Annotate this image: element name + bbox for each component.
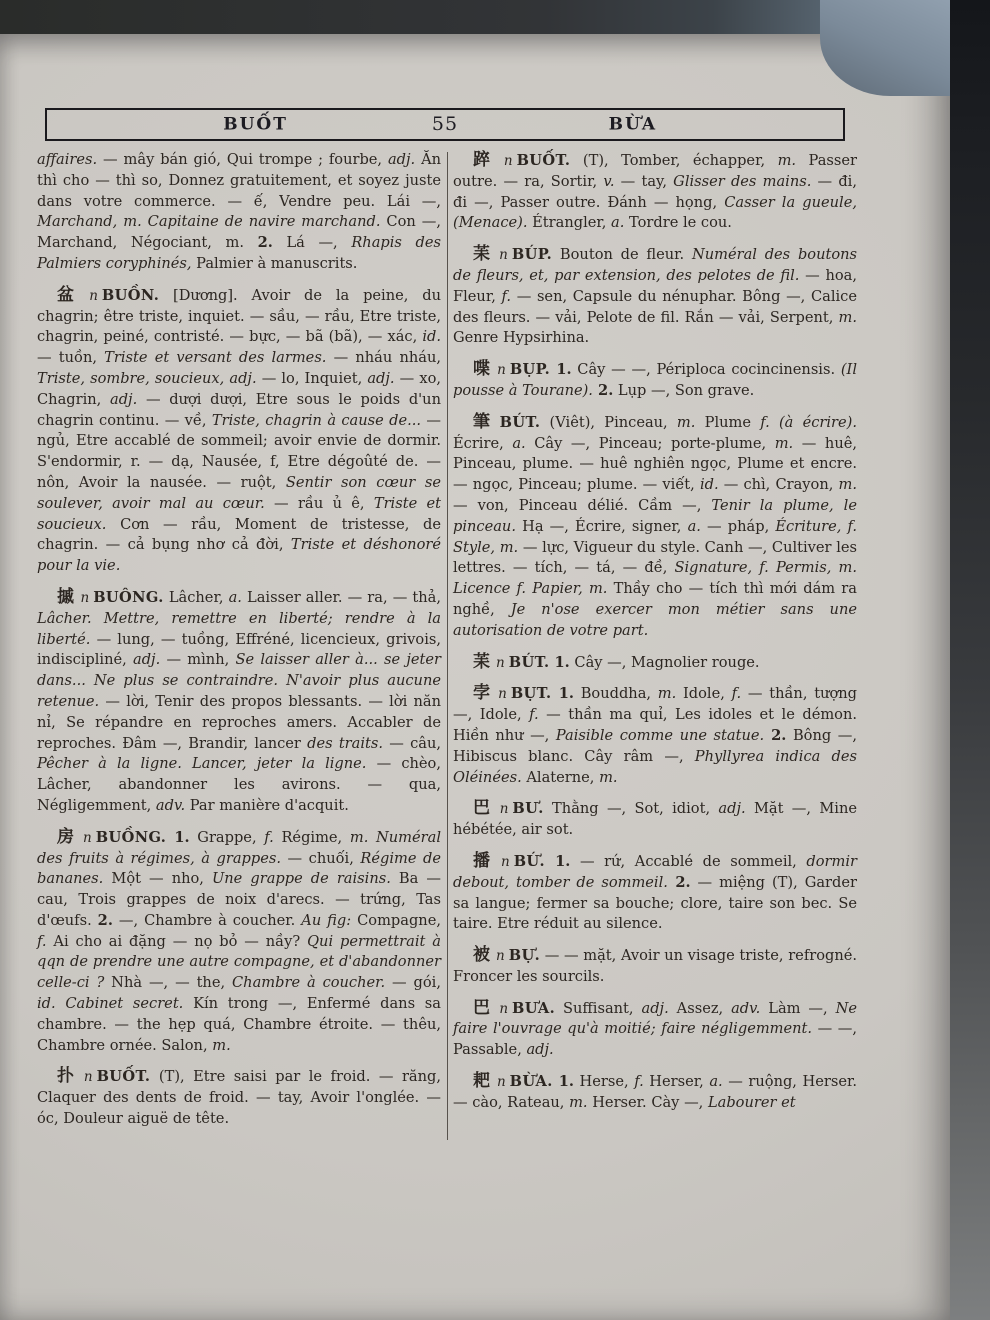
entry-text-segment: Paisible comme une statue. [555, 726, 765, 744]
entry-text-segment: — chì, Crayon, [718, 476, 839, 494]
nom-marker: n [80, 589, 90, 606]
han-character: 播 [473, 850, 495, 871]
entry-text-segment: Chambre à coucher. [232, 974, 386, 992]
nom-marker: n [499, 801, 509, 818]
entry-text-segment: m. [838, 308, 857, 326]
dictionary-entry [453, 244, 857, 349]
entry-text-segment: — ngủ, Etre accablé de sommeil; avoir envie de dormir. S'endormir, r. — dạ, Nausée, f, Etre dégoûté de. — nôn, Avoir la nausée. — ruột, [37, 411, 442, 491]
entry-text-segment: Pêcher à la ligne. Lancer, jeter la ligne. [37, 755, 367, 773]
entry-text-segment: Qui permettrait à qqn de prendre une autre compagne, et d'abandonner celle-ci ? [37, 932, 441, 992]
header-page-number: 55 [431, 112, 459, 135]
entry-text-segment: — lo, Inquiet, [256, 369, 368, 387]
entry-text-segment: Une grappe de raisins. [211, 870, 391, 888]
han-character: 苿 [473, 244, 494, 265]
entry-text-segment: m. [777, 152, 797, 169]
entry-text-segment: — sen, Capsule du nénuphar. Bông —, Calice des fleurs. — vải, Pelote de fil. Rắn — vải, Serpent, [453, 287, 857, 326]
entry-text-segment: Laisser aller. — ra, — thả, [241, 588, 442, 606]
entry-text-segment: Mặt —, Mine hébétée, air sot. [453, 800, 857, 839]
entry-text-segment: adj. [367, 369, 395, 387]
han-character: 盆 [57, 284, 84, 305]
han-character: 喋 [473, 359, 492, 380]
entry-text-segment: 1. [550, 361, 572, 379]
entry-text-segment: f. [731, 685, 742, 703]
entry-text-segment: (Viêt), Pinceau, [540, 413, 677, 431]
entry-text-segment: — —, Passable, [453, 1020, 858, 1059]
entry-text-segment: Glisser des mains. [673, 172, 812, 190]
han-character: 巴 [473, 997, 494, 1018]
entry-text-segment: Alaterne, [521, 768, 600, 786]
entry-text-segment: (T), Tomber, échapper, [570, 152, 778, 169]
han-character: 筆 [473, 411, 495, 432]
entry-text-segment: Casser la gueule, (Menace). [453, 193, 857, 232]
dictionary-entry [453, 652, 857, 674]
han-character: 扑 [57, 1066, 78, 1087]
dictionary-entry [453, 359, 857, 402]
headword: BÚP. [511, 246, 553, 264]
entry-text-segment: 2. [764, 726, 787, 744]
entry-text-segment: Marchand, m. Capitaine de navire marchand. [37, 213, 381, 231]
nom-marker: n [83, 829, 92, 846]
headword: BƯA. [512, 999, 556, 1017]
han-character: 孛 [473, 683, 493, 704]
headword: BỰ. [508, 947, 541, 965]
headword: BUỒN. [101, 286, 160, 304]
dictionary-text-block [37, 150, 857, 1140]
entry-text-segment: adj. [526, 1041, 554, 1059]
entry-text-segment: — pháp, [700, 517, 776, 535]
entry-text-segment: Rhapis des Palmiers coryphinés, [37, 234, 441, 272]
entry-text-segment: — mây bán gió, Qui trompe ; fourbe, [103, 151, 388, 168]
entry-text-segment: — mình, [160, 651, 236, 669]
nom-marker: n [497, 362, 506, 379]
han-character: 耙 [473, 1071, 491, 1092]
entry-text-segment: — chuối, [281, 849, 361, 867]
entry-text-segment: 1. [545, 852, 571, 870]
entry-text-segment: Régime de bananes. [37, 849, 442, 888]
column-divider-rule [447, 152, 448, 1140]
entry-text-segment: m. [569, 1093, 588, 1111]
headword: BỤT. [510, 685, 552, 703]
entry-text-segment: Nhà —, — the, [104, 974, 233, 992]
entry-text-segment: f. [529, 706, 539, 724]
entry-text-segment: — huê, Pinceau, plume. — huê nghiên ngọc, Plume et encre. — ngọc, Pinceau; plume. — viết, [453, 434, 857, 494]
entry-text-segment: 2. [97, 911, 113, 929]
page-header-box [45, 108, 845, 141]
entry-text-segment: Sentir son cœur se soulever, avoir mal au cœur. [37, 473, 441, 512]
entry-text-segment: Compagne, [351, 911, 441, 929]
entry-text-segment: Assez, [668, 999, 732, 1017]
entry-text-segment: Phyllyrea indica des Oléinées. [453, 747, 857, 786]
nom-marker: n [498, 686, 507, 703]
entry-text-segment: Herser. Cày —, [587, 1093, 708, 1111]
entry-text-segment: adj. [110, 390, 138, 408]
entry-text-segment: Lụp —, Son grave. [613, 381, 755, 399]
entry-text-segment: Triste, chagrin à cause de... [211, 411, 422, 429]
entry-text-segment: f. [634, 1073, 644, 1091]
entry-text-segment: Lá —, [272, 234, 352, 252]
han-character: 巴 [473, 798, 494, 819]
entry-text-segment: Palmier à manuscrits. [196, 254, 358, 272]
entry-text-segment: Signature, f. Permis, m. Licence f. Papier, m. [453, 559, 857, 598]
entry-text-segment: — thần, tượng —, Idole, [453, 685, 857, 724]
entry-text-segment: — lung, — tuồng, Effréné, licencieux, grivois, indiscipliné, [37, 630, 441, 669]
dictionary-entry [453, 150, 857, 234]
entry-text-segment: m. [212, 1036, 231, 1054]
han-character: 踤 [473, 150, 498, 170]
nom-marker: n [500, 853, 510, 870]
entry-text-segment: Cây —, Pinceau; porte-plume, [525, 434, 775, 452]
entry-text-segment: — câu, [383, 734, 441, 752]
entry-text-segment: f. (à écrire). [760, 413, 858, 431]
entry-text-segment: Plume [695, 413, 761, 431]
entry-text-segment: m. [838, 476, 857, 494]
entry-text-segment: Se laisser aller à... se jeter dans... Ne plus se contraindre. N'avoir plus aucune retenue. [37, 651, 441, 710]
entry-text-segment: Passer outre. — ra, Sortir, [453, 152, 858, 190]
entry-text-segment: m. [657, 685, 677, 703]
han-character: 房 [57, 826, 78, 847]
entry-text-segment: 2. [257, 234, 273, 252]
entry-text-segment: — thần ma quỉ, Les idoles et le démon. Hiền như —, [453, 706, 857, 744]
entry-text-segment: a. [512, 434, 526, 452]
entry-text-segment: adv. [731, 999, 761, 1017]
entry-text-segment: v. [603, 172, 615, 190]
headword: BUỒNG. [95, 828, 167, 846]
headword: BUỐT. [96, 1068, 151, 1086]
entry-text-segment: Kín trong —, Enfermé dans sa chambre. — the hẹp quá, Chambre étroite. — thêu, Chambre ornée. Salon, [37, 995, 441, 1054]
entry-text-segment: Làm —, [760, 999, 836, 1017]
nom-marker: n [496, 1074, 506, 1091]
entry-text-segment: Herser, [643, 1073, 710, 1091]
entry-text-segment: Triste et déshonoré pour la vie. [37, 536, 441, 575]
entry-text-segment: 1. [552, 1073, 574, 1091]
entry-text-segment: Con —, Marchand, Négociant, m. [37, 213, 441, 252]
entry-text-segment: Écrire, [453, 434, 513, 452]
entry-text-segment: — rầu ủ ê, [264, 494, 374, 512]
entry-text-segment: 1. [549, 653, 570, 671]
entry-text-segment: adj. [718, 800, 746, 818]
entry-text-segment: Grappe, [189, 828, 265, 846]
entry-text-segment: id. [699, 476, 719, 494]
right-column [453, 150, 857, 1140]
entry-text-segment: Thằng —, Sot, idiot, [543, 800, 719, 818]
entry-text-segment: Tordre le cou. [624, 214, 732, 232]
dictionary-entry [37, 285, 441, 577]
entry-text-segment: adj. [387, 151, 416, 168]
header-right-guideword: BỪA [608, 114, 658, 135]
entry-text-segment: Triste et soucieux. [37, 494, 442, 533]
entry-text-segment: Hạ —, Écrire, signer, [515, 517, 688, 535]
entry-text-segment: Régime, [273, 828, 350, 846]
entry-text-segment: affaires. [37, 151, 104, 168]
entry-text-segment: dormir debout, tomber de sommeil. [453, 852, 857, 891]
headword: BÚT. [499, 413, 541, 431]
nom-marker: n [499, 1000, 509, 1017]
entry-text-segment: Numéral des boutons de fleurs, et, par extension, des pelotes de fil. [453, 246, 858, 284]
dictionary-entry [453, 1071, 857, 1114]
entry-text-segment: id. [422, 328, 441, 346]
entry-text-segment: des traits. [307, 734, 384, 752]
header-left-guideword: BUỐT [223, 114, 288, 135]
entry-text-segment: Écriture, f. Style, m. [453, 517, 858, 556]
entry-text-segment: a. [228, 588, 242, 606]
entry-text-segment: Một — nho, [103, 870, 212, 888]
dictionary-entry [453, 945, 857, 988]
entry-text-segment: Ne faire l'ouvrage qu'à moitié; faire négligemment. [453, 999, 858, 1038]
nom-marker: n [496, 948, 505, 965]
dictionary-entry [37, 587, 441, 817]
entry-text-segment: Bouddha, [573, 685, 658, 703]
entry-text-segment: — ruộng, Herser. — cào, Rateau, [453, 1073, 857, 1111]
nom-marker: n [83, 1069, 93, 1086]
entry-text-segment: Au fig: [301, 911, 352, 929]
headword: BUÔNG. [93, 588, 164, 606]
entry-text-segment: a. [611, 214, 625, 232]
headword: BỤP. [509, 361, 551, 379]
entry-text-segment: Triste et versant des larmes. [104, 349, 327, 367]
entry-text-segment: f. [37, 932, 47, 950]
entry-text-segment: — von, Pinceau délié. Cầm —, [453, 496, 712, 514]
han-character: 摵 [57, 586, 75, 607]
entry-text-segment: Genre Hypsirhina. [453, 329, 590, 347]
entry-text-segment: — chèo, Lâcher, abandonner les avirons. — qua, Négligemment, [37, 755, 441, 814]
entry-text-segment: adj. [133, 651, 161, 669]
entry-text-segment: Cây — —, Périploca cocincinensis. [571, 361, 841, 379]
entry-text-segment: Herse, [573, 1073, 635, 1091]
entry-text-segment: — — mặt, Avoir un visage triste, refrogné. Froncer les sourcils. [453, 947, 858, 985]
entry-text-segment: 2. [667, 873, 691, 891]
han-character: 被 [473, 945, 491, 966]
entry-text-segment: m. [599, 768, 618, 786]
entry-text-segment: Bouton de fleur. [552, 246, 692, 264]
entry-text-segment: m. [774, 434, 794, 452]
dictionary-entry [37, 150, 441, 275]
dictionary-entry [453, 412, 857, 642]
dictionary-entry [453, 851, 857, 935]
entry-text-segment: 1. [166, 828, 190, 846]
left-column [37, 150, 441, 1140]
nom-marker: n [503, 153, 513, 169]
entry-text-segment: — tuồn, [37, 349, 105, 367]
dictionary-entry [453, 798, 857, 841]
entry-text-segment: Lâcher, [163, 588, 229, 606]
entry-text-segment: Suffisant, [555, 999, 642, 1017]
entry-text-segment: a. [687, 517, 701, 535]
entry-text-segment: (T), Etre saisi par le froid. — răng, Claquer des dents de froid. — tay, Avoir l'onglée. — óc, Douleur aiguë de tête. [37, 1068, 441, 1128]
entry-text-segment: a. [709, 1073, 723, 1091]
headword: BUỐT. [516, 152, 571, 169]
entry-text-segment: 1. [551, 685, 574, 703]
entry-text-segment: — hoa, Fleur, [453, 266, 857, 305]
entry-text-segment: — đi, đi —, Passer outre. Đánh — họng, [453, 172, 857, 211]
entry-text-segment: f. [501, 287, 512, 305]
entry-text-segment: — miệng (T), Garder sa langue; fermer sa bouche; clore, taire son bec. Se taire. Etre réduit au silence. [453, 873, 857, 933]
entry-text-segment: adv. [155, 796, 186, 814]
entry-text-segment: [Dương]. Avoir de la peine, du chagrin; être triste, inquiet. — sầu, — rầu, Etre triste, chagrin, peiné, contristé. — bực, — bã (bã), — xác, [37, 286, 441, 346]
entry-text-segment: Cây —, Magnolier rouge. [569, 653, 760, 671]
dictionary-entry [453, 683, 857, 788]
entry-text-segment: — lực, Vigueur du style. Canh —, Cultiver les lettres. — tích, — tá, — đề, [453, 538, 857, 577]
entry-text-segment: Étrangler, [527, 214, 612, 232]
nom-marker: n [499, 247, 508, 264]
book-page [0, 32, 952, 1320]
entry-text-segment: —, Chambre à coucher. [112, 911, 302, 929]
headword: BỨ. [513, 852, 546, 870]
dictionary-entry [37, 1066, 441, 1129]
entry-text-segment: Idole, [676, 685, 732, 703]
entry-text-segment: — tay, [614, 172, 674, 190]
entry-text-segment: Triste, sombre, soucieux, adj. [37, 369, 257, 387]
nom-marker: n [89, 287, 98, 304]
headword: BỪA. [509, 1073, 553, 1091]
han-character: 苿 [473, 651, 490, 672]
headword: BÚT. [508, 653, 550, 671]
nom-marker: n [496, 654, 505, 671]
entry-text-segment: adj. [641, 999, 669, 1017]
dictionary-entry [453, 998, 857, 1061]
entry-text-segment: m. [676, 413, 696, 431]
entry-text-segment: Ba — cau, Trois grappes de noix d'arecs. — trứng, Tas d'œufs. [37, 870, 442, 929]
entry-text-segment: f. [264, 828, 274, 846]
entry-text-segment: Labourer et [707, 1093, 796, 1111]
dictionary-entry [37, 827, 441, 1057]
entry-text-segment: m. Numéral des fruits à régimes, à grappes. [37, 828, 441, 867]
entry-text-segment: — xo, Chagrin, [37, 369, 441, 408]
entry-text-segment: (Il pousse à Tourane). [453, 361, 857, 399]
entry-text-segment: id. Cabinet secret. [37, 995, 184, 1013]
headword: BƯ. [512, 800, 544, 818]
entry-text-segment: Bông —, Hibiscus blanc. Cây râm —, [453, 726, 857, 765]
entry-text-segment: — lời, Tenir des propos blessants. — lời năn nỉ, Se répandre en reproches amers. Accabler de reproches. Đâm —, Brandir, lancer [37, 692, 441, 752]
entry-text-segment: Par manière d'acquit. [185, 796, 349, 814]
scan-dark-edge-right [950, 0, 990, 1320]
entry-text-segment: Ai cho ai đặng — nọ bỏ — nầy? [46, 932, 308, 950]
entry-text-segment: — rứ, Accablé de sommeil, [570, 852, 807, 870]
entry-text-segment: — gói, [385, 974, 441, 992]
entry-text-segment: 2. [592, 381, 614, 399]
entry-text-segment: Cơn — rầu, Moment de tristesse, de chagrin. — cả bụng nhơ cả đời, [37, 515, 441, 554]
entry-text-segment: Thầy cho — tích thì mới dám ra nghề, [453, 580, 857, 618]
entry-text-segment: Je n'ose exercer mon métier sans une autorisation de votre part. [453, 600, 857, 639]
entry-text-segment: — dượi dượi, Etre sous le poids d'un chagrin continu. — về, [37, 390, 441, 429]
entry-text-segment: Tenir la plume, le pinceau. [453, 496, 857, 535]
entry-text-segment: Ăn thì cho — thì so, Donnez gratuitement, et soyez juste dans votre commerce. — ế, Vendre peu. Lái —, [37, 151, 442, 210]
entry-text-segment: Lâcher. Mettre, remettre en liberté; rendre à la liberté. [37, 609, 441, 648]
entry-text-segment: — nháu nháu, [326, 349, 441, 367]
